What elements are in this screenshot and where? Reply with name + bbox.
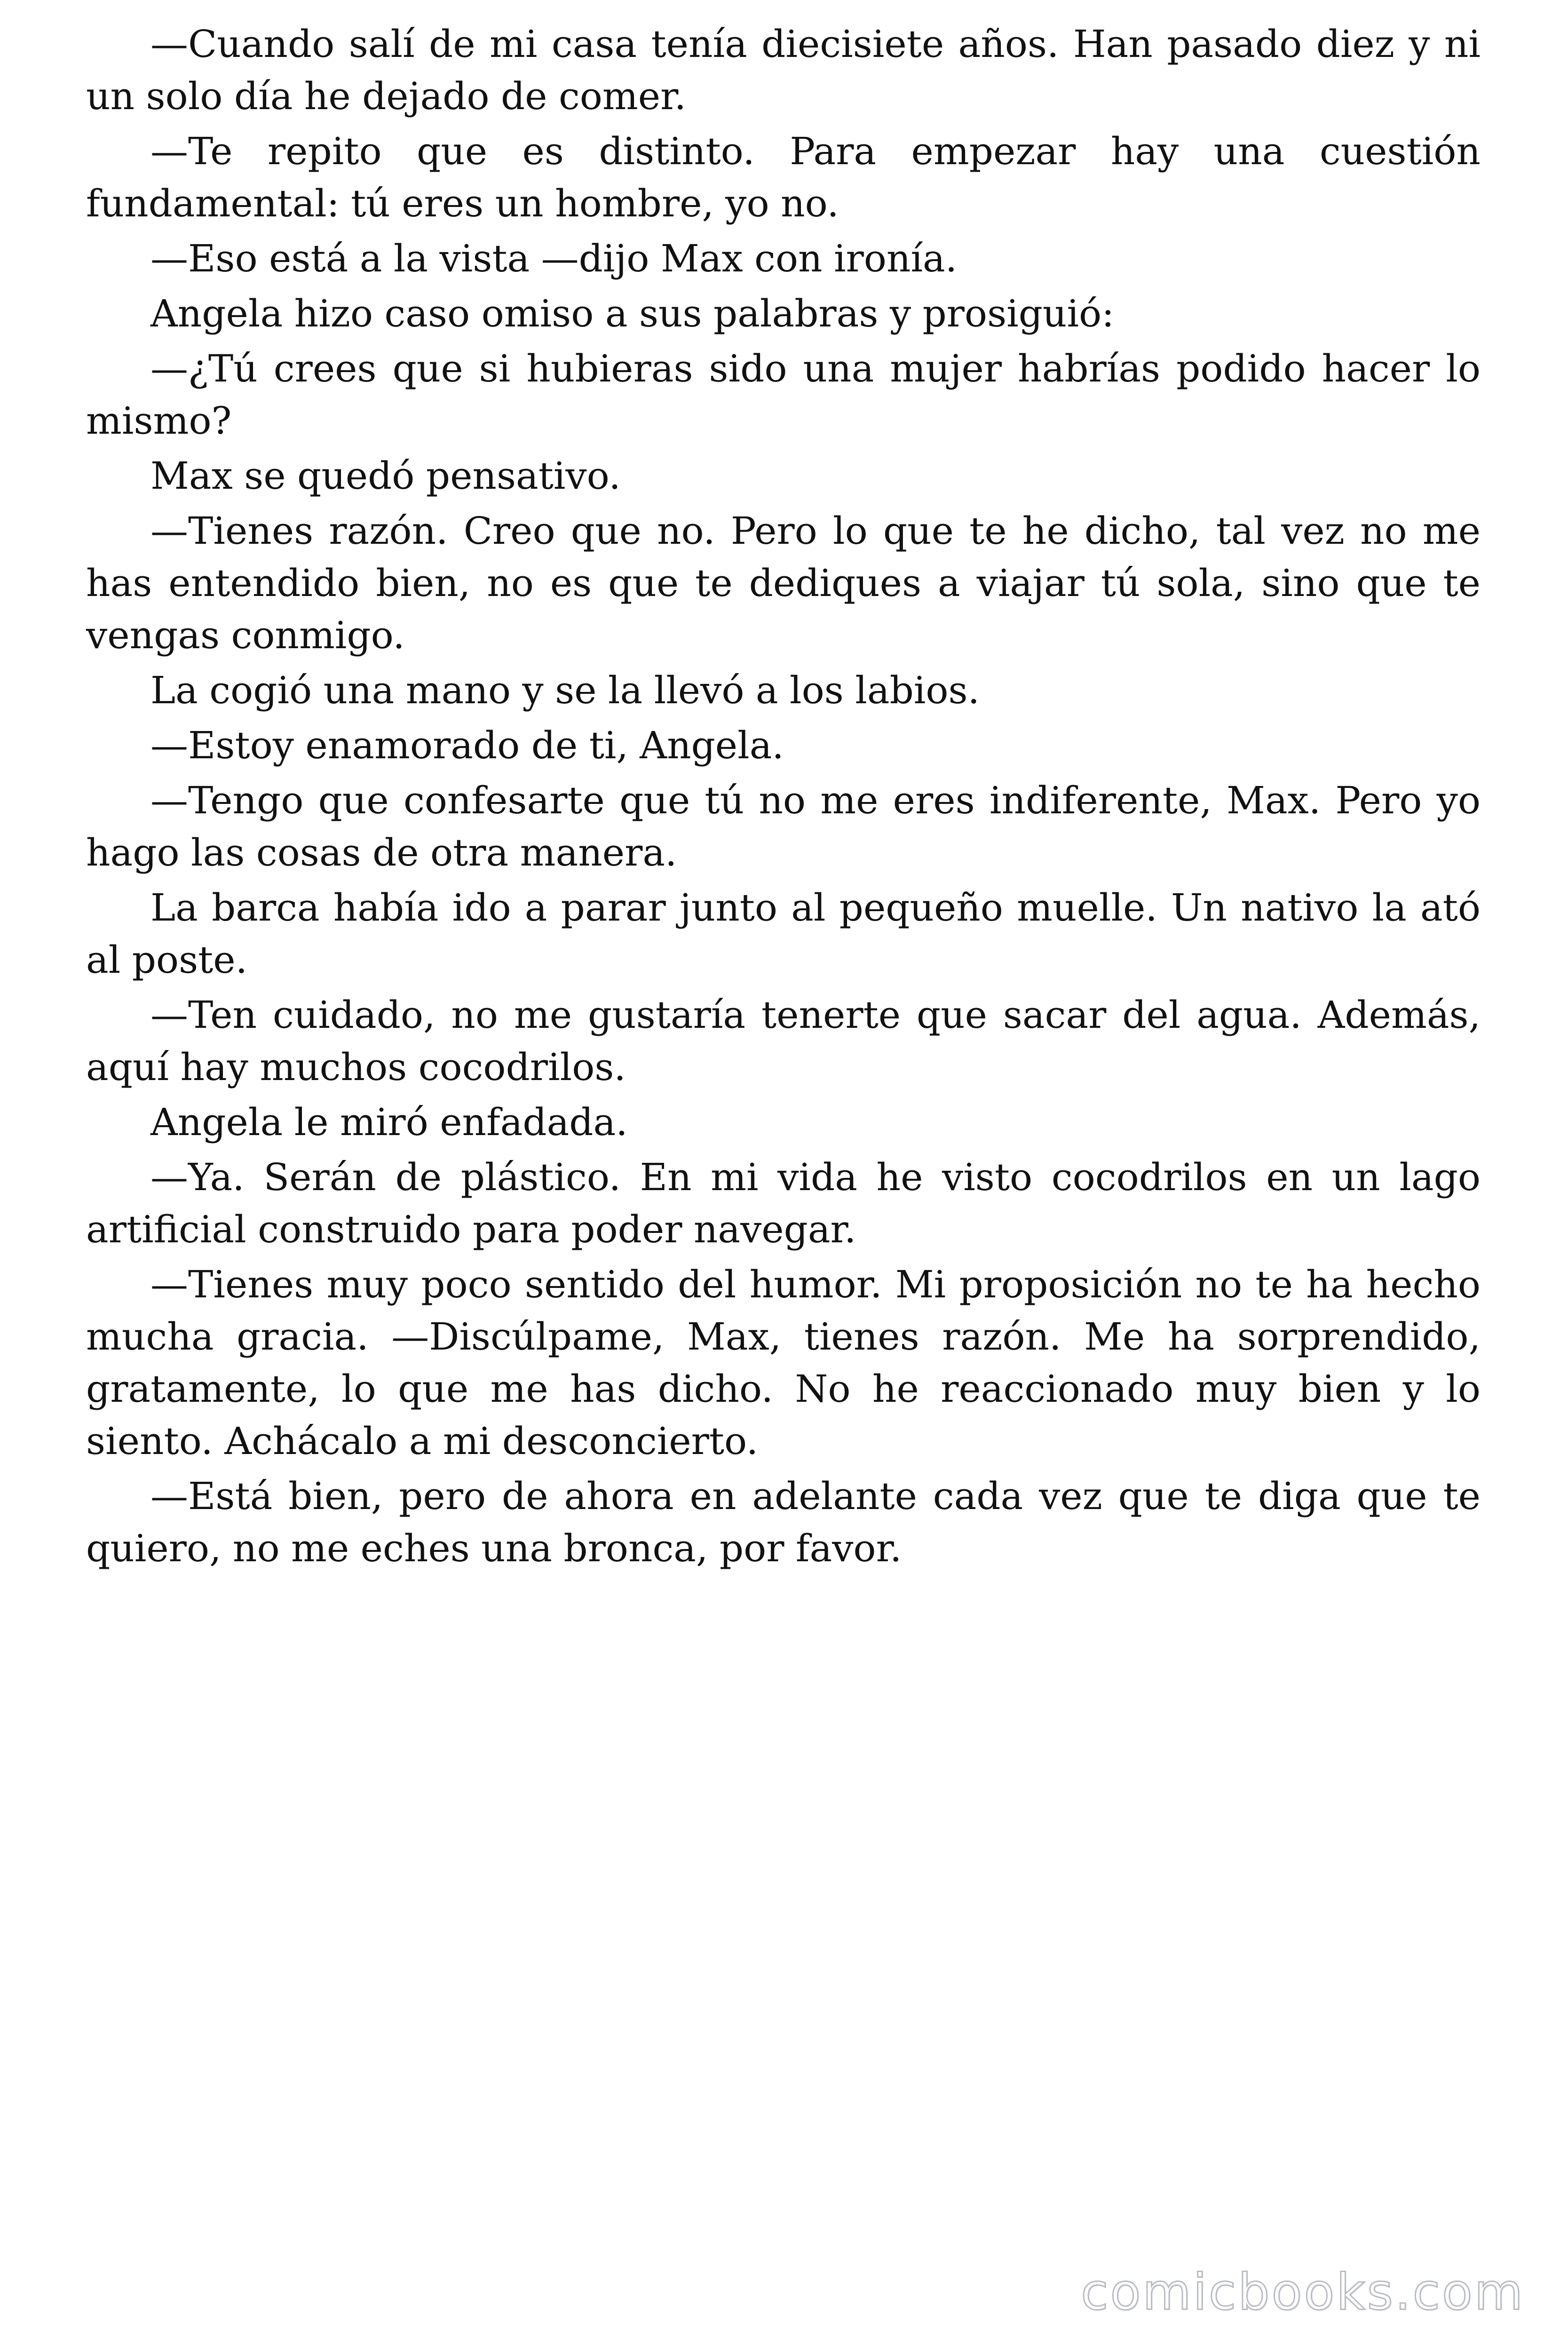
paragraph: Angela le miró enfadada. xyxy=(150,1100,628,1144)
paragraph: Max se quedó pensativo. xyxy=(150,454,621,498)
paragraph: —Cuando salí de mi casa tenía diecisiete años. Han pasado diez y ni un solo día he dejado de comer. xyxy=(86,22,1481,118)
paragraph: —Estoy enamorado de ti, Angela. xyxy=(150,723,784,767)
paragraph: Angela hizo caso omiso a sus palabras y prosiguió: xyxy=(150,292,1115,335)
paragraph: —Tienes razón. Creo que no. Pero lo que te he dicho, tal vez no me has entendido bien, no es que te dediques a viajar tú sola, sino que te vengas conmigo. xyxy=(86,509,1481,657)
watermark: comicbooks.com xyxy=(1081,2263,1525,2321)
paragraph: —Te repito que es distinto. Para empezar hay una cuestión fundamental: tú eres un hombre, yo no. xyxy=(86,129,1481,225)
page-text xyxy=(86,18,1481,1577)
paragraph: —Ya. Serán de plástico. En mi vida he visto cocodrilos en un lago artificial construido para poder navegar. xyxy=(86,1155,1481,1251)
paragraph: La barca había ido a parar junto al pequeño muelle. Un nativo la ató al poste. xyxy=(86,886,1481,982)
paragraph: —¿Tú crees que si hubieras sido una mujer habrías podido hacer lo mismo? xyxy=(86,347,1481,443)
paragraph: —Tengo que confesarte que tú no me eres indiferente, Max. Pero yo hago las cosas de otra manera. xyxy=(86,779,1481,874)
paragraph: —Eso está a la vista —dijo Max con ironía. xyxy=(150,237,958,280)
paragraph: La cogió una mano y se la llevó a los labios. xyxy=(150,668,980,712)
paragraph: —Ten cuidado, no me gustaría tenerte que sacar del agua. Además, aquí hay muchos cocodrilos. xyxy=(86,993,1481,1089)
paragraph: —Está bien, pero de ahora en adelante cada vez que te diga que te quiero, no me eches una bronca, por favor. xyxy=(86,1474,1481,1570)
paragraph: —Tienes muy poco sentido del humor. Mi proposición no te ha hecho mucha gracia. —Discúlpame, Max, tienes razón. Me ha sorprendido, gratamente, lo que me has dicho. No he reaccionado muy bien y lo siento. Achácalo a mi desconcierto. xyxy=(86,1263,1481,1463)
